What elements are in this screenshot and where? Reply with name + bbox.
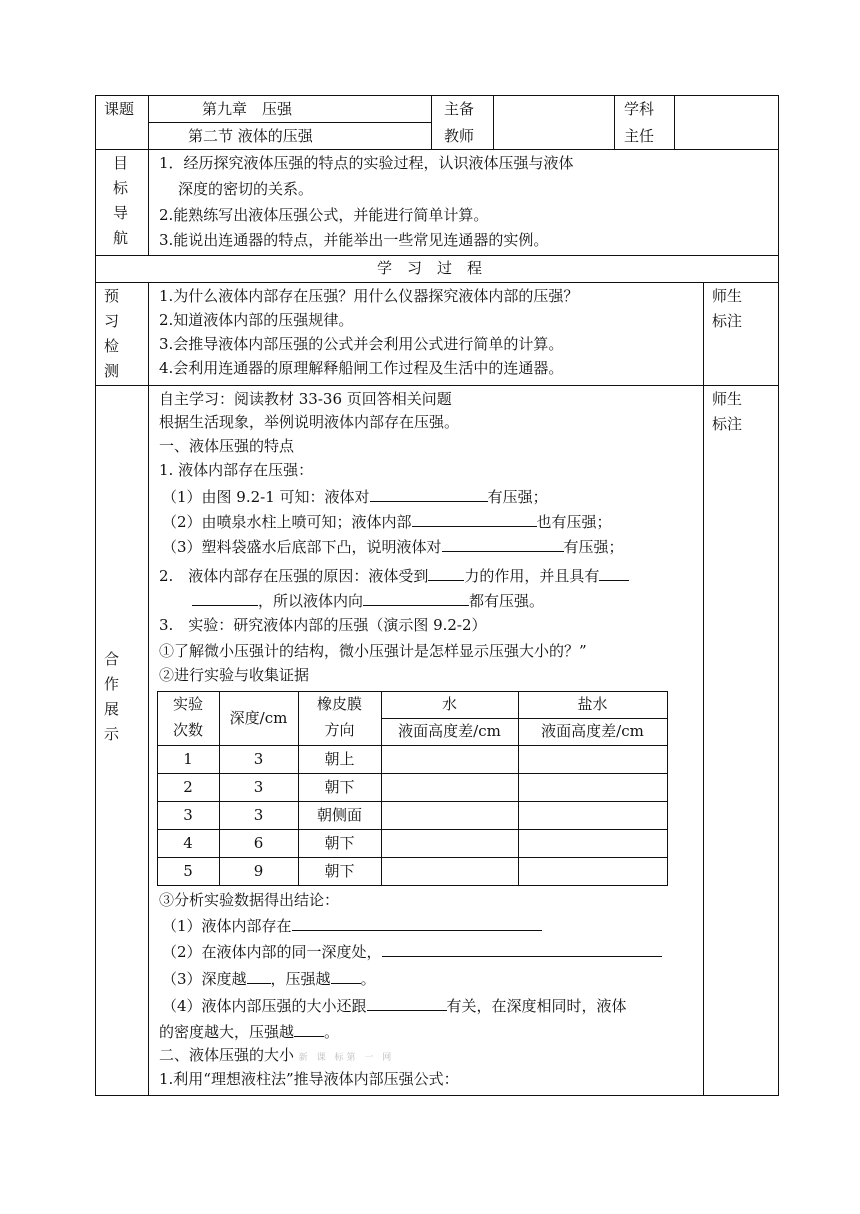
answer-blank[interactable]	[442, 538, 564, 552]
table-cell: 4	[183, 834, 193, 852]
table-cell: 9	[253, 862, 264, 880]
table-border	[381, 718, 668, 719]
answer-blank[interactable]	[192, 592, 258, 606]
fill-line	[159, 567, 629, 584]
table-header-height-diff: 液面高度差/cm	[398, 722, 501, 740]
fill-line	[162, 538, 624, 555]
point-3: 3. 实验：研究液体内部的压强（演示图 9.2-2）	[159, 616, 487, 634]
fill-line	[162, 997, 627, 1014]
answer-blank[interactable]	[331, 970, 361, 984]
table-cell: 朝侧面	[316, 806, 362, 824]
process-title: 学 习 过 程	[377, 259, 483, 277]
intro-text: 根据生活现象，举例说明液体内部存在压强。	[159, 413, 460, 431]
fill-line	[192, 592, 544, 609]
fill-line	[162, 943, 662, 960]
coop-label-char: 作	[104, 675, 120, 693]
table-border	[148, 282, 149, 1096]
fill-text: （1）液体内部存在	[162, 917, 292, 935]
answer-blank[interactable]	[428, 567, 464, 581]
preview-item: 3.会推导液体内部压强的公式并会利用公式进行简单的计算。	[159, 335, 564, 353]
note-label: 标注	[712, 312, 743, 330]
note-label: 师生	[712, 287, 743, 305]
question-1: ①了解微小压强计的结构，微小压强计是怎样显示压强大小的？”	[159, 642, 587, 660]
goal-item: 3.能说出连通器的特点，并能举出一些常见连通器的实例。	[159, 231, 549, 249]
prep-teacher-label: 教师	[444, 127, 475, 145]
table-cell: 6	[253, 834, 264, 852]
coop-label-char: 展	[104, 700, 120, 718]
table-cell: 2	[183, 778, 193, 796]
answer-blank[interactable]	[292, 917, 542, 931]
fill-text: （2）由喷泉水柱上喷可知；液体内部	[162, 513, 412, 531]
table-border	[95, 95, 96, 1096]
fill-line	[159, 1023, 339, 1040]
table-border	[431, 95, 432, 149]
answer-blank[interactable]	[367, 997, 447, 1011]
table-border	[614, 95, 615, 149]
fill-text: 2. 液体内部存在压强的原因：液体受到	[159, 567, 429, 585]
note-label: 师生	[712, 390, 743, 408]
fill-text: 也有压强；	[536, 513, 612, 531]
table-header-water: 水	[441, 695, 457, 713]
fill-text: 。	[324, 1023, 340, 1041]
answer-blank[interactable]	[599, 567, 629, 581]
goal-item: 深度的密切的关系。	[178, 180, 314, 198]
table-cell: 1	[183, 750, 193, 768]
table-cell: 朝下	[324, 778, 355, 796]
section-title: 第二节 液体的压强	[188, 127, 313, 145]
table-cell: 朝下	[324, 834, 355, 852]
answer-blank[interactable]	[247, 970, 271, 984]
table-border	[95, 149, 779, 150]
fill-text: 有压强；	[563, 538, 624, 556]
table-border	[95, 385, 779, 386]
table-header-depth: 深度/cm	[229, 709, 288, 727]
topic-label: 课题	[104, 100, 135, 118]
table-header-saltwater: 盐水	[577, 695, 608, 713]
table-border	[157, 857, 668, 858]
preview-item: 4.会利用连通器的原理解释船闸工作过程及生活中的连通器。	[159, 359, 564, 377]
chapter-title: 第九章 压强	[202, 100, 293, 118]
table-border	[493, 95, 494, 149]
table-cell: 3	[253, 750, 264, 768]
table-header-times: 次数	[172, 721, 203, 739]
preview-item: 1.为什么液体内部存在压强？用什么仪器探究液体内部的压强？	[159, 287, 579, 305]
watermark: 新 课 标第 一 网	[298, 1053, 395, 1063]
table-border	[157, 829, 668, 830]
fill-text: 力的作用，并且具有	[464, 567, 600, 585]
table-border	[148, 122, 431, 123]
answer-blank[interactable]	[412, 513, 537, 527]
table-border	[157, 691, 668, 692]
table-cell: 3	[183, 806, 193, 824]
table-border	[674, 95, 675, 149]
fill-text: （4）液体内部压强的大小还跟	[162, 997, 367, 1015]
table-border	[95, 1095, 779, 1096]
table-border	[703, 282, 704, 1096]
fill-text: ，所以液体内向	[258, 592, 364, 610]
table-border	[148, 95, 149, 255]
preview-label-char: 测	[104, 362, 120, 380]
fill-text: （2）在液体内部的同一深度处，	[162, 943, 382, 961]
fill-text: （3）塑料袋盛水后底部下凸，说明液体对	[162, 538, 442, 556]
table-header-direction: 橡皮膜	[316, 695, 362, 713]
table-cell: 朝下	[324, 862, 355, 880]
table-border	[157, 745, 668, 746]
fill-text: 有压强；	[487, 488, 548, 506]
preview-label-char: 预	[104, 287, 120, 305]
fill-text: 。	[360, 970, 376, 988]
preview-label-char: 习	[104, 312, 120, 330]
table-border	[95, 282, 779, 283]
preview-label-char: 检	[104, 337, 120, 355]
goals-label-char: 标	[113, 179, 129, 197]
goals-label-char: 目	[113, 154, 129, 172]
fill-text: 的密度越大，压强越	[159, 1023, 295, 1041]
part2-title-row	[159, 1048, 394, 1063]
part1-title: 一、液体压强的特点	[159, 437, 295, 455]
table-header-height-diff: 液面高度差/cm	[541, 722, 644, 740]
note-label: 标注	[712, 415, 743, 433]
fill-text: ，压强越	[270, 970, 331, 988]
fill-text: 都有压强。	[469, 592, 545, 610]
fill-line	[162, 513, 612, 530]
goal-item: 1．经历探究液体压强的特点的实验过程，认识液体压强与液体	[159, 154, 574, 172]
table-border	[95, 255, 779, 256]
subject-head-label: 主任	[624, 127, 655, 145]
table-border	[667, 691, 668, 886]
table-border	[95, 95, 779, 96]
goals-label-char: 航	[113, 229, 129, 247]
question-2: ②进行实验与收集证据	[159, 666, 310, 684]
fill-line	[162, 917, 542, 934]
table-border	[157, 773, 668, 774]
coop-label-char: 示	[104, 725, 120, 743]
table-header-direction: 方向	[324, 721, 355, 739]
table-cell: 3	[253, 806, 264, 824]
point-1: 1. 液体内部存在压强：	[159, 461, 314, 479]
fill-text: （1）由图 9.2-1 可知：液体对	[162, 488, 370, 506]
prep-teacher-label: 主备	[444, 100, 475, 118]
answer-blank[interactable]	[294, 1023, 324, 1037]
table-header-times: 实验	[172, 695, 203, 713]
goals-label-char: 导	[113, 204, 129, 222]
goal-item: 2.能熟练写出液体压强公式，并能进行简单计算。	[159, 206, 489, 224]
preview-item: 2.知道液体内部的压强规律。	[159, 311, 354, 329]
answer-blank[interactable]	[363, 592, 469, 606]
part2-title: 二、液体压强的大小	[159, 1046, 295, 1064]
answer-blank[interactable]	[382, 943, 662, 957]
table-border	[778, 95, 779, 1096]
answer-blank[interactable]	[370, 488, 488, 502]
fill-text: （3）深度越	[162, 970, 247, 988]
table-border	[518, 691, 519, 886]
table-border	[381, 691, 382, 886]
intro-text: 自主学习：阅读教材 33-36 页回答相关问题	[159, 390, 452, 408]
fill-text: 有关，在深度相同时，液体	[446, 997, 627, 1015]
fill-line	[162, 970, 376, 987]
coop-label-char: 合	[104, 650, 120, 668]
question-3: ③分析实验数据得出结论：	[159, 891, 340, 909]
table-cell: 5	[183, 862, 193, 880]
point-4: 1.利用“理想液柱法”推导液体内部压强公式：	[159, 1070, 459, 1088]
subject-head-label: 学科	[624, 100, 655, 118]
table-border	[157, 801, 668, 802]
table-cell: 朝上	[324, 750, 355, 768]
table-border	[157, 885, 668, 886]
fill-line	[162, 488, 548, 505]
table-cell: 3	[253, 778, 264, 796]
